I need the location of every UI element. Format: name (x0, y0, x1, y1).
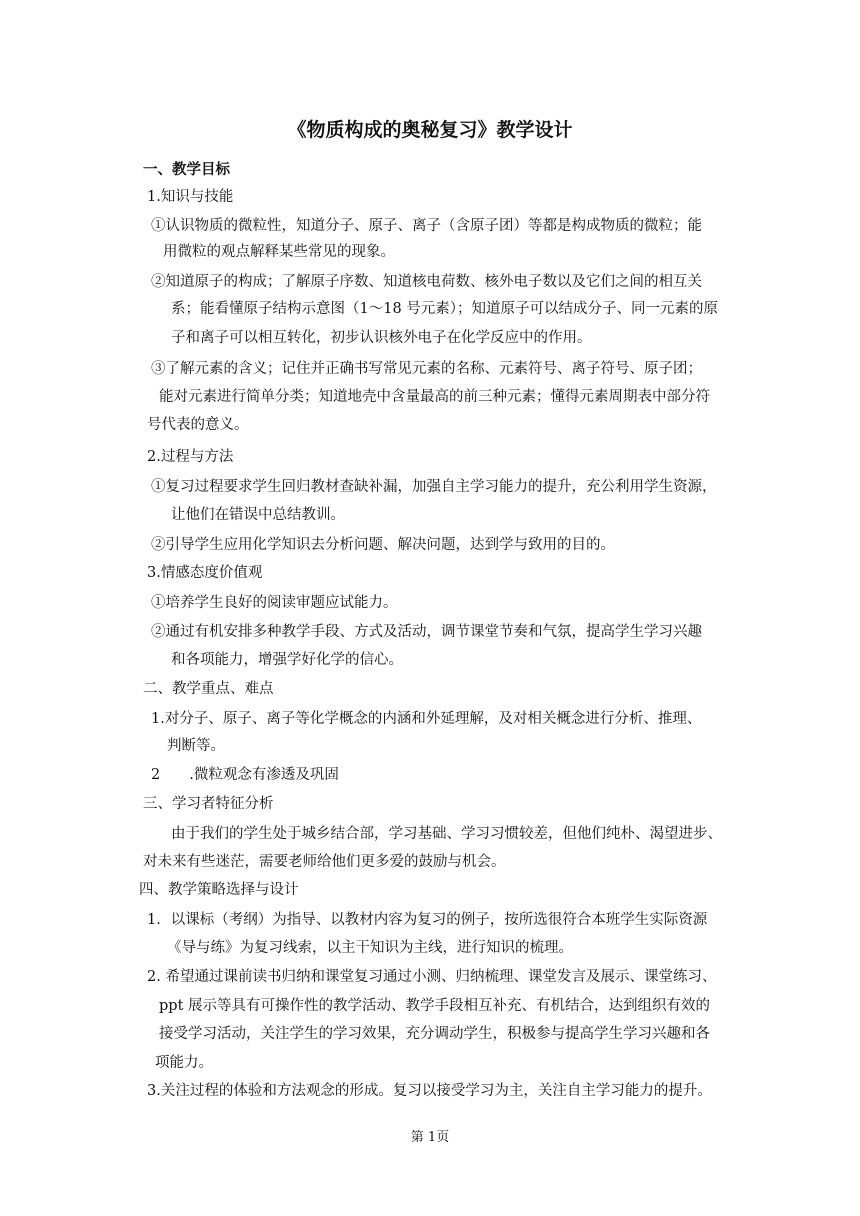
section-heading: 二、教学重点、难点 (143, 681, 274, 697)
text-line: 对未来有些迷茫，需要老师给他们更多爱的鼓励与机会。 (143, 854, 506, 870)
page-number: 第 1页 (410, 1130, 450, 1145)
subsection-heading: 3.情感态度价值观 (147, 565, 263, 581)
text-line: 系；能看懂原子结构示意图（1～18 号元素）；知道原子可以结成分子、同一元素的原 (171, 301, 719, 317)
text-line: 接受学习活动，关注学生的学习效果，充分调动学生，积极参与提高学生学习兴趣和各 (159, 1026, 710, 1042)
text-line: 1．以课标（考纲）为指导、以教材内容为复习的例子，按所选很符合本班学生实际资源 (147, 912, 708, 928)
text-line: 能对元素进行简单分类；知道地壳中含量最高的前三种元素；懂得元素周期表中部分符 (159, 389, 710, 405)
text-line: 2. 希望通过课前读书归纳和课堂复习通过小测、归纳梳理、课堂发言及展示、课堂练习、 (147, 969, 717, 985)
text-line: 1.对分子、原子、离子等化学概念的内涵和外延理解，及对相关概念进行分析、推理、 (151, 711, 702, 727)
section-heading: 一、教学目标 (143, 162, 230, 178)
text-line: ②通过有机安排多种教学手段、方式及活动，调节课堂节奏和气氛，提高学生学习兴趣 (151, 624, 702, 640)
document-title: 《物质构成的奥秘复习》教学设计 (287, 119, 573, 141)
text-line: 2 .微粒观念有渗透及巩固 (151, 767, 339, 783)
text-line: 判断等。 (167, 738, 225, 754)
text-line: 和各项能力，增强学好化学的信心。 (171, 652, 403, 668)
section-heading: 三、学习者特征分析 (143, 796, 274, 812)
text-line: ②引导学生应用化学知识去分析问题、解决问题，达到学与致用的目的。 (151, 537, 615, 553)
text-line: ppt 展示等具有可操作性的教学活动、教学手段相互补充、有机结合，达到组织有效的 (159, 998, 710, 1014)
text-line: ①复习过程要求学生回归教材查缺补漏，加强自主学习能力的提升，充公利用学生资源， (151, 479, 717, 495)
section-heading: 四、教学策略选择与设计 (139, 882, 299, 898)
text-line: 项能力。 (155, 1055, 213, 1071)
subsection-heading: 1.知识与技能 (147, 189, 234, 205)
text-line: 用微粒的观点解释某些常见的现象。 (163, 244, 395, 260)
text-line: 让他们在错误中总结教训。 (171, 507, 345, 523)
text-line: ③了解元素的含义；记住并正确书写常见元素的名称、元素符号、离子符号、原子团； (151, 361, 702, 377)
text-line: 号代表的意义。 (147, 417, 249, 433)
text-line: ①培养学生良好的阅读审题应试能力。 (151, 595, 398, 611)
text-line: 《导与练》为复习线索，以主干知识为主线，进行知识的梳理。 (167, 940, 573, 956)
text-line: 子和离子可以相互转化，初步认识核外电子在化学反应中的作用。 (171, 330, 592, 346)
text-line: ②知道原子的构成；了解原子序数、知道核电荷数、核外电子数以及它们之间的相互关 (151, 274, 702, 290)
text-line: ①认识物质的微粒性，知道分子、原子、离子（含原子团）等都是构成物质的微粒；能 (151, 218, 702, 234)
subsection-heading: 2.过程与方法 (147, 449, 234, 465)
text-line: 3.关注过程的体验和方法观念的形成。复习以接受学习为主，关注自主学习能力的提升。 (147, 1083, 712, 1099)
text-line: 由于我们的学生处于城乡结合部，学习基础、学习习惯较差，但他们纯朴、渴望进步、 (171, 826, 722, 842)
